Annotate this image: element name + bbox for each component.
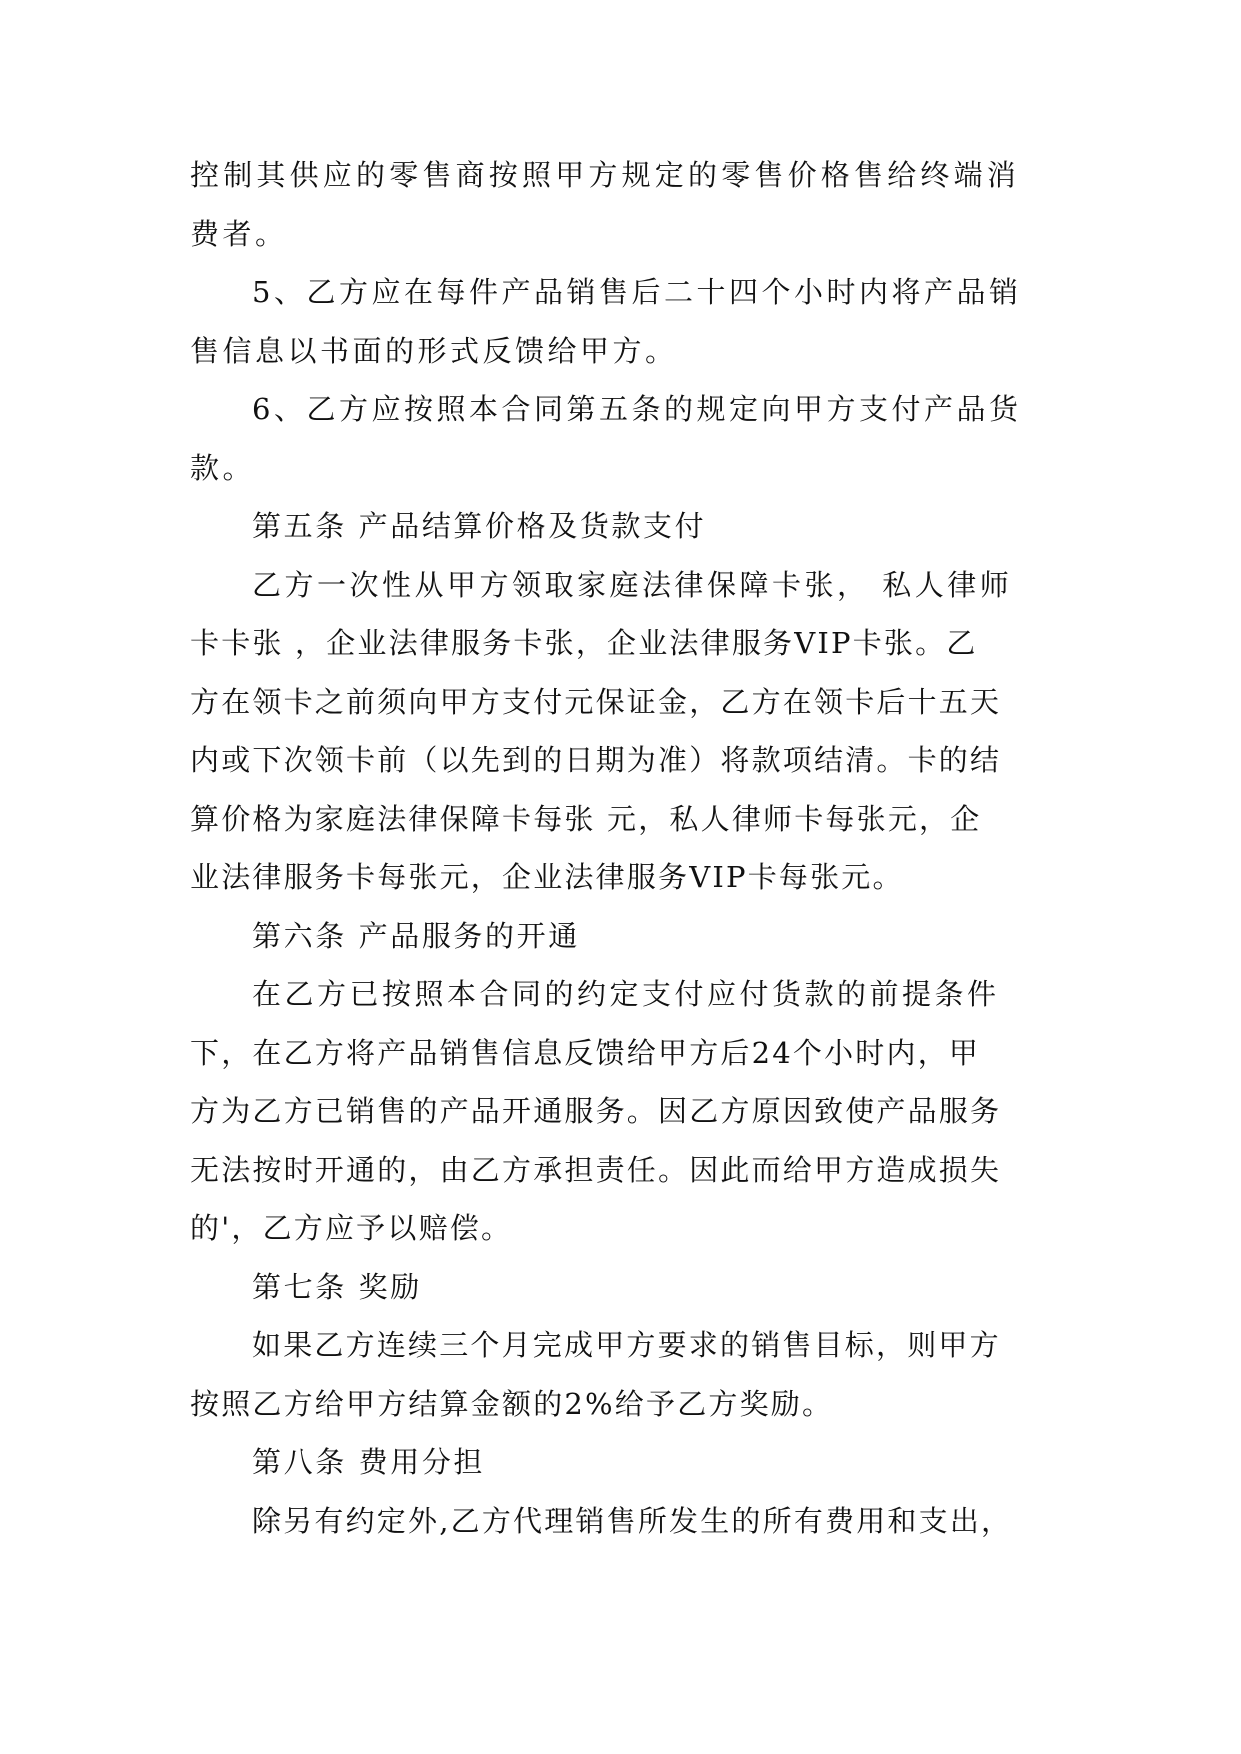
text-line: 如果乙方连续三个月完成甲方要求的销售目标，则甲方 bbox=[252, 1328, 1001, 1362]
text-line: 乙方一次性从甲方领取家庭法律保障卡张， 私人律师 bbox=[252, 567, 1013, 602]
text-line: 算价格为家庭法律保障卡每张 元，私人律师卡每张元，企 bbox=[190, 801, 982, 836]
text-line: 方为乙方已销售的产品开通服务。因乙方原因致使产品服务 bbox=[190, 1094, 1002, 1128]
text-line: 方在领卡之前须向甲方支付元保证金，乙方在领卡后十五天 bbox=[190, 684, 1002, 719]
text-line: 费者。 bbox=[190, 216, 288, 251]
section-heading: 第七条 奖励 bbox=[252, 1269, 422, 1304]
document-page bbox=[190, 146, 1050, 1550]
text-line: 在乙方已按照本合同的约定支付应付货款的前提条件 bbox=[252, 977, 1000, 1011]
text-line: 售信息以书面的形式反馈给甲方。 bbox=[190, 333, 678, 368]
section-heading: 第八条 费用分担 bbox=[252, 1445, 486, 1479]
text-line: 除另有约定外,乙方代理销售所发生的所有费用和支出， bbox=[252, 1503, 1013, 1538]
text-line: 下，在乙方将产品销售信息反馈给甲方后24个小时内，甲 bbox=[190, 1035, 981, 1070]
text-line: 无法按时开通的，由乙方承担责任。因此而给甲方造成损失 bbox=[190, 1152, 1002, 1187]
text-line: 6、乙方应按照本合同第五条的规定向甲方支付产品货 bbox=[252, 392, 1022, 426]
text-line: 款。 bbox=[190, 450, 256, 485]
text-line: 按照乙方给甲方结算金额的2%给予乙方奖励。 bbox=[190, 1386, 834, 1421]
section-heading: 第六条 产品服务的开通 bbox=[252, 918, 580, 953]
text-line: 内或下次领卡前（以先到的日期为准）将款项结清。卡的结 bbox=[190, 743, 1002, 777]
text-line: 的'，乙方应予以赔偿。 bbox=[190, 1211, 513, 1245]
text-line: 5、乙方应在每件产品销售后二十四个小时内将产品销 bbox=[252, 275, 1022, 309]
text-line: 控制其供应的零售商按照甲方规定的零售价格售给终端消 bbox=[190, 158, 1021, 192]
text-line: 卡卡张 ，企业法律服务卡张，企业法律服务VIP卡张。乙 bbox=[190, 626, 978, 660]
text-line: 业法律服务卡每张元，企业法律服务VIP卡每张元。 bbox=[190, 860, 904, 894]
section-heading: 第五条 产品结算价格及货款支付 bbox=[252, 509, 707, 543]
